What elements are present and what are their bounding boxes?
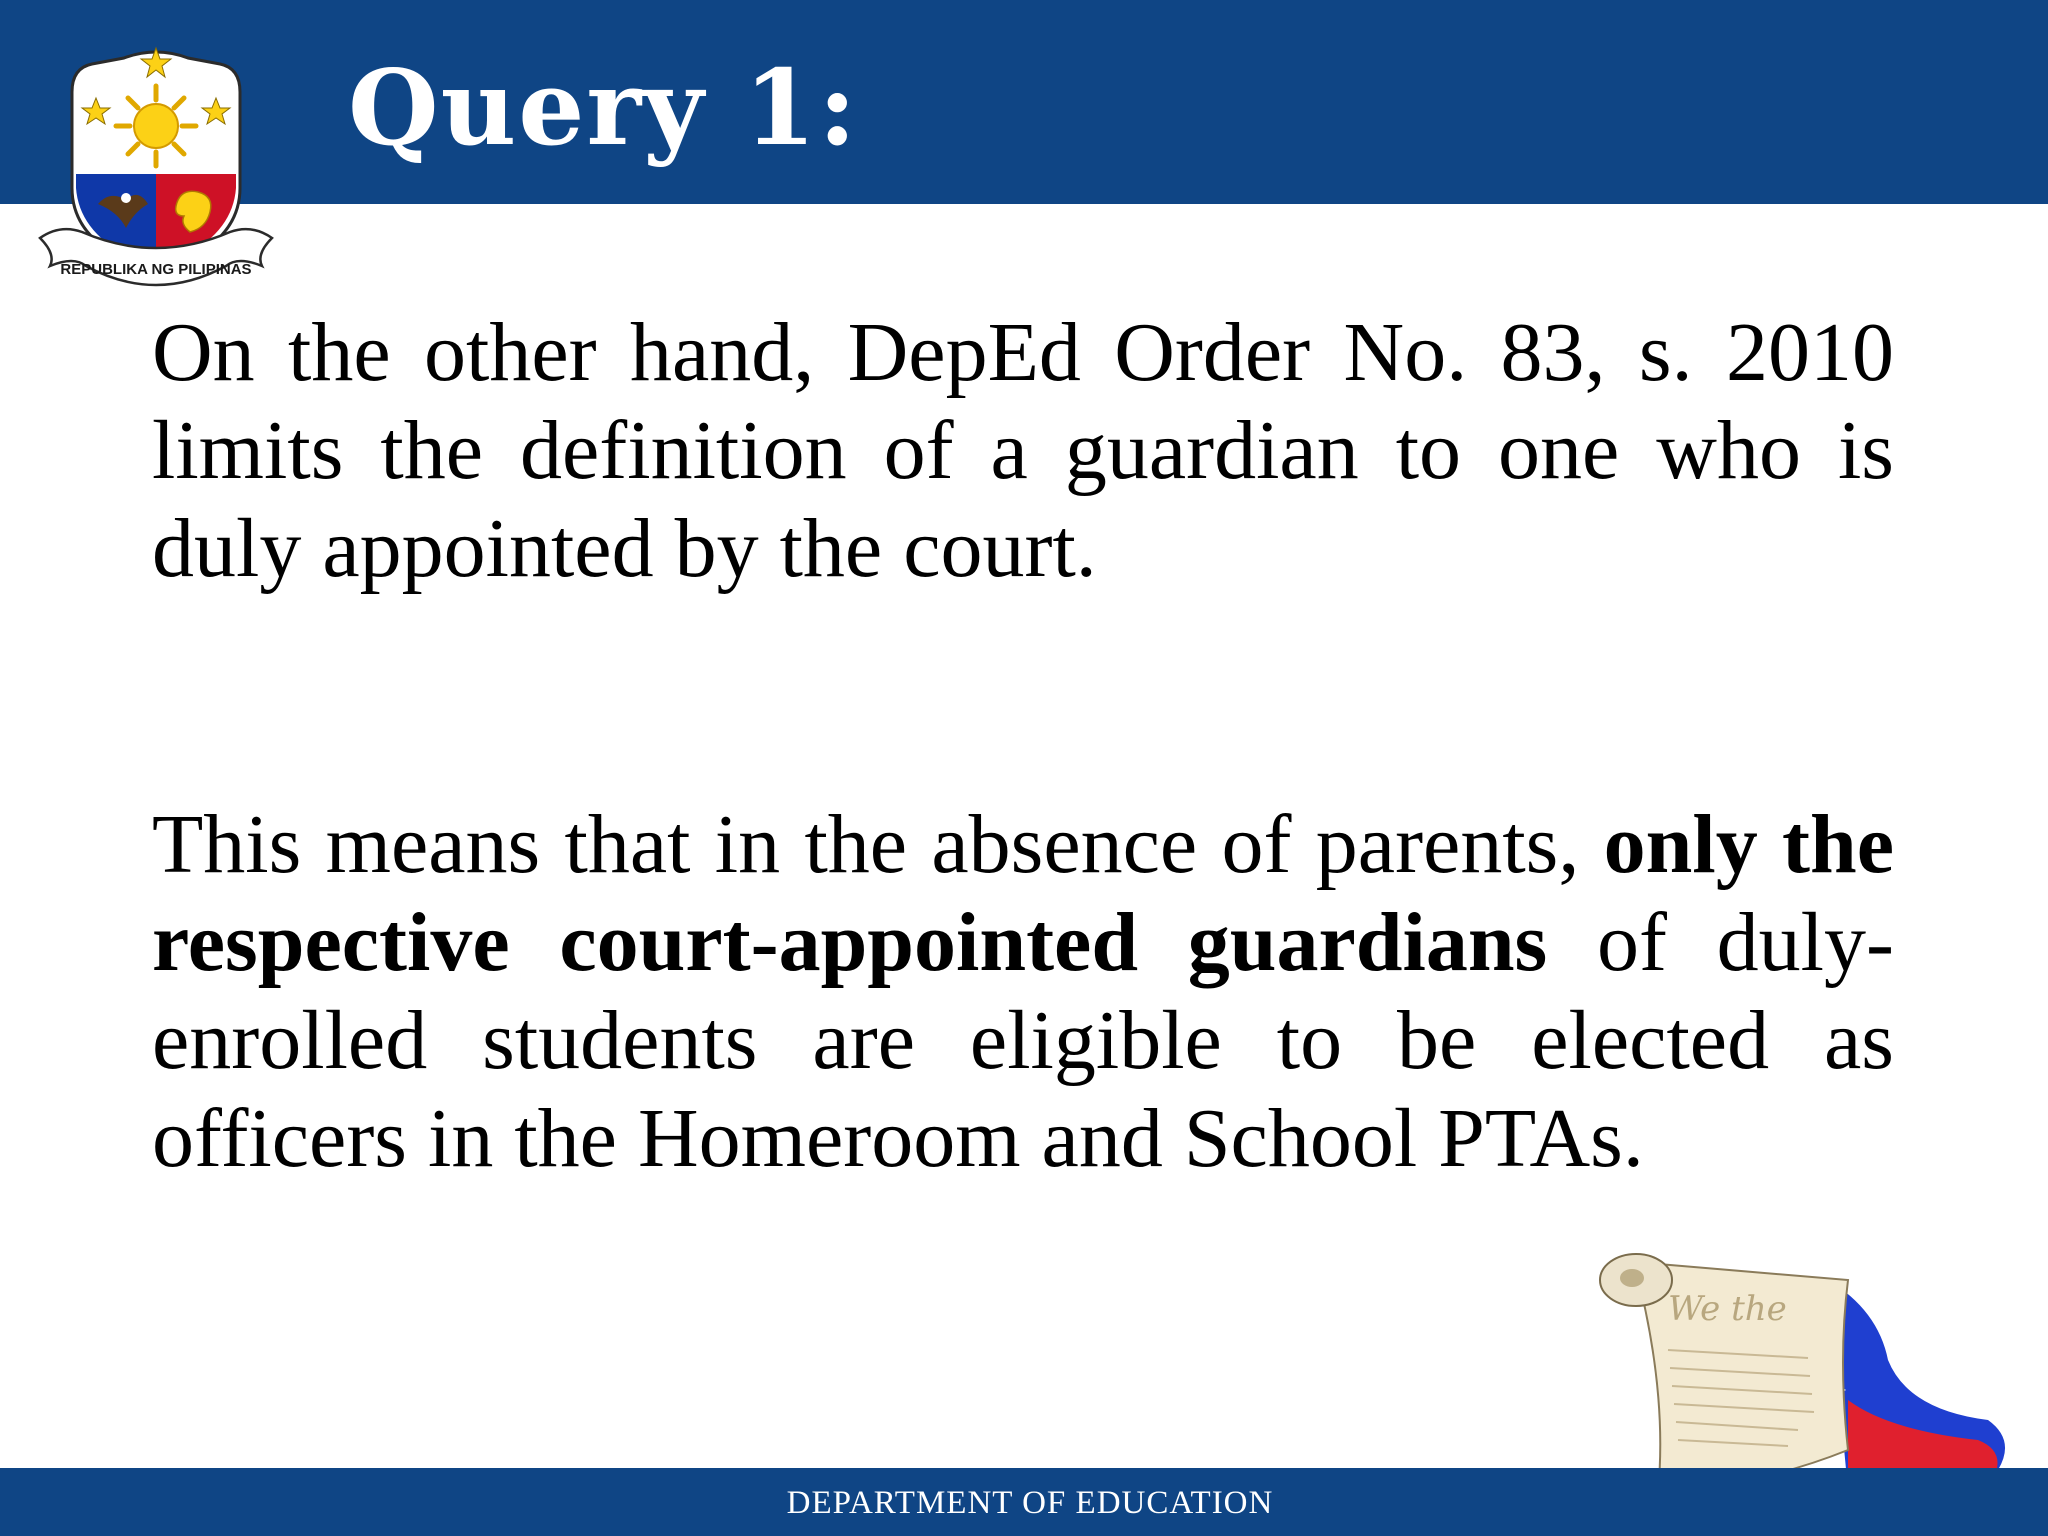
footer-department-label: DEPARTMENT OF EDUCATION <box>786 1485 1274 1521</box>
scroll-heading: We the <box>1668 1289 1787 1329</box>
eligibility-rest: of duly-enrolled students are eligible to be elected as officers in the Homeroom and School PTAs. <box>152 896 1894 1185</box>
eligibility-intro: This means that in the absence of parents, <box>152 798 1580 891</box>
eligibility-bold-phrase: only the respective court-appointed guardians <box>152 798 1895 989</box>
slide-body <box>152 304 1894 1188</box>
philippine-coat-of-arms-icon <box>30 28 282 298</box>
paragraph-guardian-definition: On the other hand, DepEd Order No. 83, s. 2010 limits the definition of a guardian to one who is duly appointed by the court. <box>152 306 1894 595</box>
header-band <box>0 0 2048 204</box>
paragraph-eligibility <box>152 796 1894 1188</box>
slide-title: Query 1: <box>348 46 859 169</box>
seal-motto: REPUBLIKA NG PILIPINAS <box>60 261 252 278</box>
